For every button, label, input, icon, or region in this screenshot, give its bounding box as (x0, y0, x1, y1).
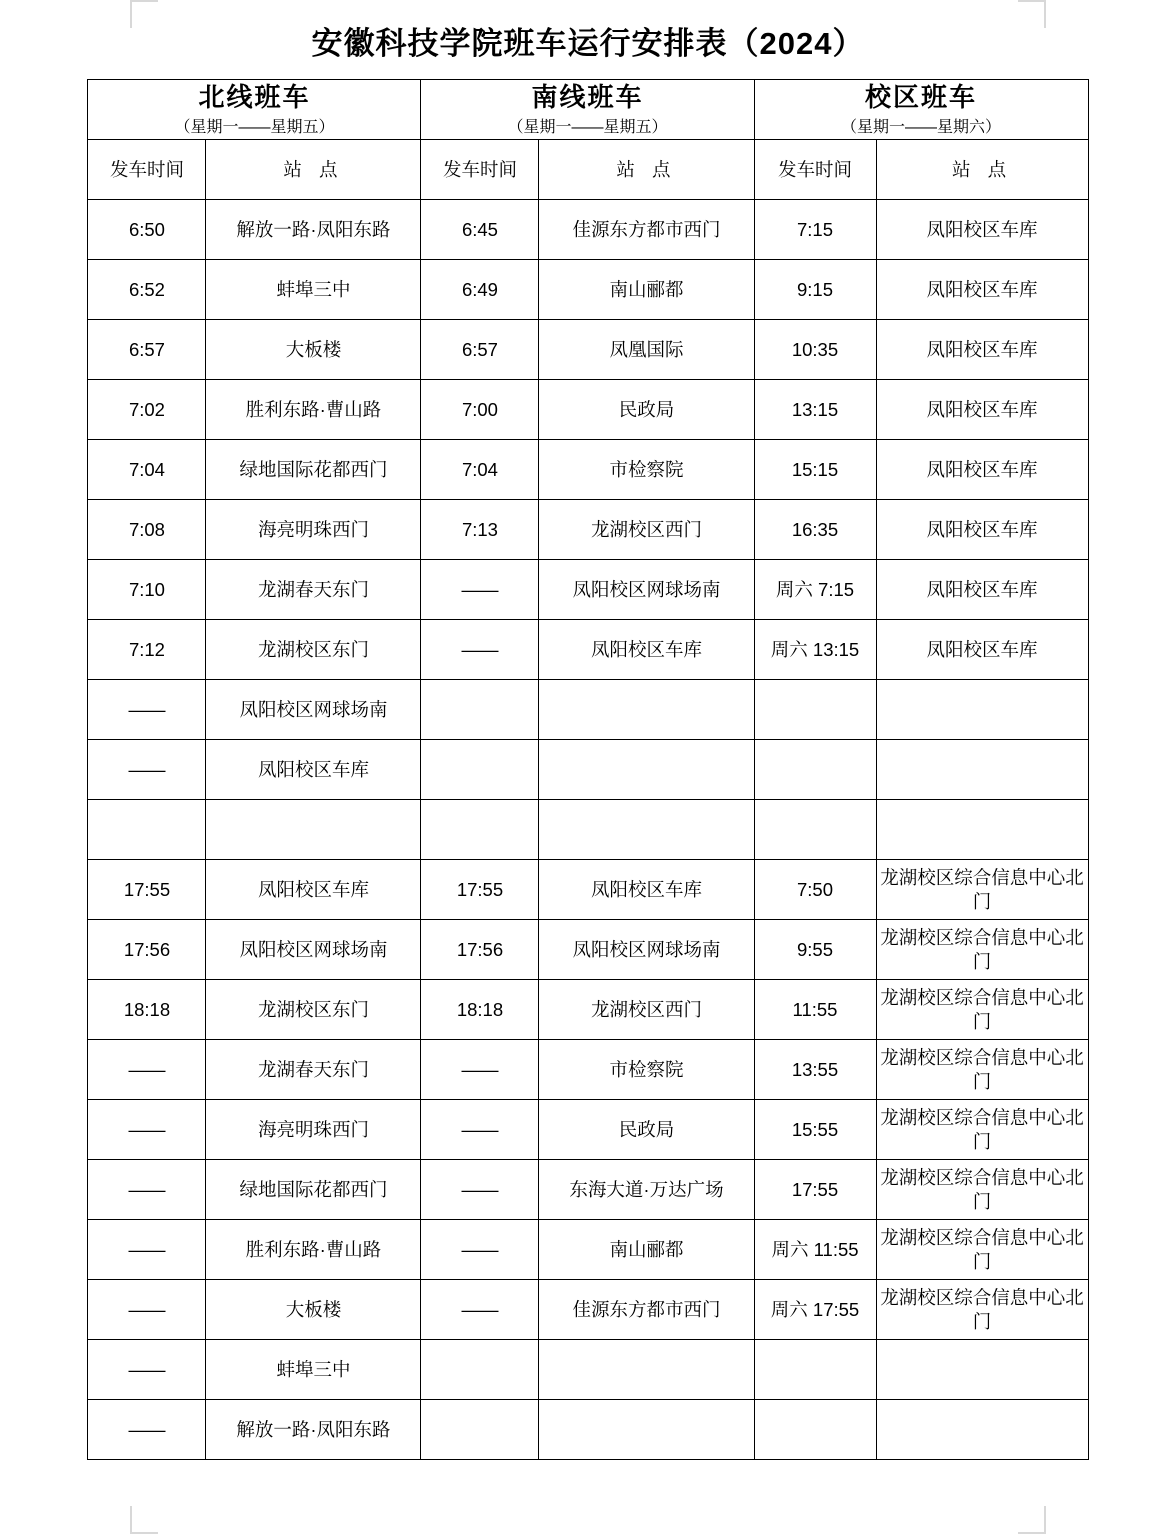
cell-stop-campus: 龙湖校区综合信息中心北门 (876, 980, 1088, 1040)
route-header-south (421, 80, 754, 140)
cell-stop-south: 民政局 (539, 380, 754, 440)
cell-stop-campus: 凤阳校区车库 (876, 380, 1088, 440)
route-days-south: （星期一——星期五） (507, 119, 668, 137)
cell-stop-south: 市检察院 (539, 1040, 754, 1100)
column-header-time-south: 发车时间 (421, 140, 539, 200)
table-row (88, 1040, 1088, 1100)
cell-time-north: —— (88, 1100, 206, 1160)
cell-time-north (88, 800, 206, 860)
cell-stop-south: 市检察院 (539, 440, 754, 500)
table-row (88, 1280, 1088, 1340)
bus-schedule-table (87, 79, 1088, 1460)
cell-time-north: 18:18 (88, 980, 206, 1040)
cell-stop-south: 凤阳校区网球场南 (539, 920, 754, 980)
cell-time-campus: 11:55 (754, 980, 876, 1040)
cell-time-campus (754, 1340, 876, 1400)
cell-time-campus: 13:55 (754, 1040, 876, 1100)
cell-time-south: 6:57 (421, 320, 539, 380)
cell-stop-north: 龙湖春天东门 (206, 1040, 421, 1100)
cell-time-south: —— (421, 1220, 539, 1280)
cell-time-north: —— (88, 680, 206, 740)
cell-stop-north: 凤阳校区网球场南 (206, 680, 421, 740)
cell-time-north: —— (88, 1400, 206, 1460)
cell-stop-south: 南山郦都 (539, 1220, 754, 1280)
cell-stop-north: 胜利东路·曹山路 (206, 1220, 421, 1280)
table-row (88, 320, 1088, 380)
column-header-stop-north: 站 点 (206, 140, 421, 200)
cell-stop-south: 凤凰国际 (539, 320, 754, 380)
schedule-body (88, 200, 1088, 1460)
cell-stop-south: 佳源东方都市西门 (539, 1280, 754, 1340)
cell-stop-campus: 龙湖校区综合信息中心北门 (876, 920, 1088, 980)
cell-stop-north: 胜利东路·曹山路 (206, 380, 421, 440)
cell-stop-campus (876, 680, 1088, 740)
cell-time-north: 6:50 (88, 200, 206, 260)
cell-stop-south: 龙湖校区西门 (539, 980, 754, 1040)
table-row (88, 440, 1088, 500)
cell-stop-north: 绿地国际花都西门 (206, 440, 421, 500)
cell-time-south: 17:55 (421, 860, 539, 920)
cell-stop-south (539, 1400, 754, 1460)
cell-stop-campus (876, 800, 1088, 860)
table-row (88, 260, 1088, 320)
column-header-time-north: 发车时间 (88, 140, 206, 200)
cell-time-campus: 15:15 (754, 440, 876, 500)
cell-stop-north: 大板楼 (206, 1280, 421, 1340)
cell-time-campus: 7:15 (754, 200, 876, 260)
cell-time-south: 17:56 (421, 920, 539, 980)
cell-time-campus (754, 680, 876, 740)
route-header-north (88, 80, 421, 140)
cell-time-campus: 周六 17:55 (754, 1280, 876, 1340)
cell-time-south: 18:18 (421, 980, 539, 1040)
cell-time-south: —— (421, 1040, 539, 1100)
cell-stop-north: 龙湖春天东门 (206, 560, 421, 620)
table-row (88, 740, 1088, 800)
table-row (88, 1160, 1088, 1220)
cell-time-south (421, 800, 539, 860)
cell-time-north: 7:04 (88, 440, 206, 500)
cell-stop-south: 南山郦都 (539, 260, 754, 320)
cell-time-north: —— (88, 1280, 206, 1340)
cell-stop-north: 龙湖校区东门 (206, 980, 421, 1040)
cell-stop-campus: 凤阳校区车库 (876, 200, 1088, 260)
cell-stop-south: 佳源东方都市西门 (539, 200, 754, 260)
route-name-campus: 校区班车 (865, 81, 978, 112)
cell-time-north: —— (88, 1340, 206, 1400)
column-header-row (88, 140, 1088, 200)
cell-stop-south (539, 800, 754, 860)
crop-mark-bottom-left (130, 1506, 158, 1534)
cell-stop-campus: 龙湖校区综合信息中心北门 (876, 860, 1088, 920)
cell-stop-south (539, 1340, 754, 1400)
cell-time-north: —— (88, 1220, 206, 1280)
table-row (88, 980, 1088, 1040)
table-row (88, 1340, 1088, 1400)
cell-time-campus: 周六 11:55 (754, 1220, 876, 1280)
table-row (88, 680, 1088, 740)
cell-stop-campus: 龙湖校区综合信息中心北门 (876, 1100, 1088, 1160)
cell-stop-north: 凤阳校区车库 (206, 860, 421, 920)
cell-time-north: 6:52 (88, 260, 206, 320)
cell-time-south: —— (421, 1100, 539, 1160)
cell-stop-north: 龙湖校区东门 (206, 620, 421, 680)
cell-stop-campus: 凤阳校区车库 (876, 500, 1088, 560)
cell-time-south: 7:00 (421, 380, 539, 440)
cell-stop-north: 蚌埠三中 (206, 1340, 421, 1400)
cell-time-north: 7:12 (88, 620, 206, 680)
page-title: 安徽科技学院班车运行安排表（2024） (311, 26, 865, 61)
route-days-campus: （星期一——星期六） (841, 119, 1002, 137)
table-row (88, 860, 1088, 920)
cell-time-north: —— (88, 740, 206, 800)
cell-stop-south: 龙湖校区西门 (539, 500, 754, 560)
cell-stop-campus: 龙湖校区综合信息中心北门 (876, 1280, 1088, 1340)
cell-time-north: 17:56 (88, 920, 206, 980)
cell-stop-south: 凤阳校区车库 (539, 860, 754, 920)
cell-stop-south (539, 680, 754, 740)
cell-stop-north: 海亮明珠西门 (206, 1100, 421, 1160)
table-row (88, 920, 1088, 980)
column-header-stop-campus: 站 点 (876, 140, 1088, 200)
cell-time-campus: 16:35 (754, 500, 876, 560)
cell-stop-north: 绿地国际花都西门 (206, 1160, 421, 1220)
cell-stop-north: 凤阳校区车库 (206, 740, 421, 800)
column-header-time-campus: 发车时间 (754, 140, 876, 200)
cell-time-campus (754, 740, 876, 800)
table-row (88, 620, 1088, 680)
cell-stop-north: 海亮明珠西门 (206, 500, 421, 560)
route-name-north: 北线班车 (198, 81, 311, 112)
route-header-row (88, 80, 1088, 140)
cell-time-north: 17:55 (88, 860, 206, 920)
cell-time-campus: 17:55 (754, 1160, 876, 1220)
cell-stop-south: 东海大道·万达广场 (539, 1160, 754, 1220)
column-header-stop-south: 站 点 (539, 140, 754, 200)
cell-time-south: —— (421, 620, 539, 680)
cell-stop-north: 解放一路·凤阳东路 (206, 200, 421, 260)
cell-time-campus: 9:55 (754, 920, 876, 980)
cell-stop-north: 蚌埠三中 (206, 260, 421, 320)
cell-stop-south: 民政局 (539, 1100, 754, 1160)
cell-stop-north: 凤阳校区网球场南 (206, 920, 421, 980)
cell-stop-campus: 凤阳校区车库 (876, 440, 1088, 500)
cell-stop-north: 大板楼 (206, 320, 421, 380)
crop-mark-top-right (1018, 0, 1046, 28)
cell-stop-campus: 龙湖校区综合信息中心北门 (876, 1040, 1088, 1100)
table-row (88, 800, 1088, 860)
cell-time-campus: 9:15 (754, 260, 876, 320)
route-header-campus (754, 80, 1088, 140)
cell-stop-campus: 凤阳校区车库 (876, 560, 1088, 620)
cell-time-south: 6:45 (421, 200, 539, 260)
cell-time-campus: 7:50 (754, 860, 876, 920)
cell-time-south (421, 1340, 539, 1400)
cell-time-north: 7:02 (88, 380, 206, 440)
cell-time-campus: 15:55 (754, 1100, 876, 1160)
table-row (88, 500, 1088, 560)
cell-time-south: —— (421, 1280, 539, 1340)
cell-time-south: —— (421, 560, 539, 620)
cell-time-north: —— (88, 1040, 206, 1100)
cell-stop-campus: 龙湖校区综合信息中心北门 (876, 1220, 1088, 1280)
cell-stop-campus (876, 740, 1088, 800)
route-days-north: （星期一——星期五） (174, 119, 335, 137)
cell-time-campus: 周六 13:15 (754, 620, 876, 680)
table-row (88, 380, 1088, 440)
cell-time-south (421, 1400, 539, 1460)
cell-time-campus: 周六 7:15 (754, 560, 876, 620)
cell-time-south (421, 680, 539, 740)
cell-time-campus: 13:15 (754, 380, 876, 440)
cell-stop-south (539, 740, 754, 800)
cell-stop-campus: 凤阳校区车库 (876, 320, 1088, 380)
cell-time-north: 7:08 (88, 500, 206, 560)
cell-stop-north (206, 800, 421, 860)
cell-time-north: —— (88, 1160, 206, 1220)
table-row (88, 1100, 1088, 1160)
cell-stop-north: 解放一路·凤阳东路 (206, 1400, 421, 1460)
cell-time-south: 6:49 (421, 260, 539, 320)
cell-time-campus (754, 1400, 876, 1460)
cell-time-campus (754, 800, 876, 860)
cell-stop-south: 凤阳校区网球场南 (539, 560, 754, 620)
table-row (88, 1220, 1088, 1280)
cell-time-north: 6:57 (88, 320, 206, 380)
route-name-south: 南线班车 (531, 81, 644, 112)
cell-time-south: —— (421, 1160, 539, 1220)
cell-time-south: 7:13 (421, 500, 539, 560)
cell-stop-campus: 龙湖校区综合信息中心北门 (876, 1160, 1088, 1220)
crop-mark-bottom-right (1018, 1506, 1046, 1534)
cell-stop-campus: 凤阳校区车库 (876, 260, 1088, 320)
cell-stop-campus (876, 1340, 1088, 1400)
table-row (88, 200, 1088, 260)
cell-stop-campus (876, 1400, 1088, 1460)
cell-time-north: 7:10 (88, 560, 206, 620)
table-row (88, 1400, 1088, 1460)
cell-stop-south: 凤阳校区车库 (539, 620, 754, 680)
cell-time-south: 7:04 (421, 440, 539, 500)
cell-time-south (421, 740, 539, 800)
crop-mark-top-left (130, 0, 158, 28)
cell-stop-campus: 凤阳校区车库 (876, 620, 1088, 680)
cell-time-campus: 10:35 (754, 320, 876, 380)
table-row (88, 560, 1088, 620)
